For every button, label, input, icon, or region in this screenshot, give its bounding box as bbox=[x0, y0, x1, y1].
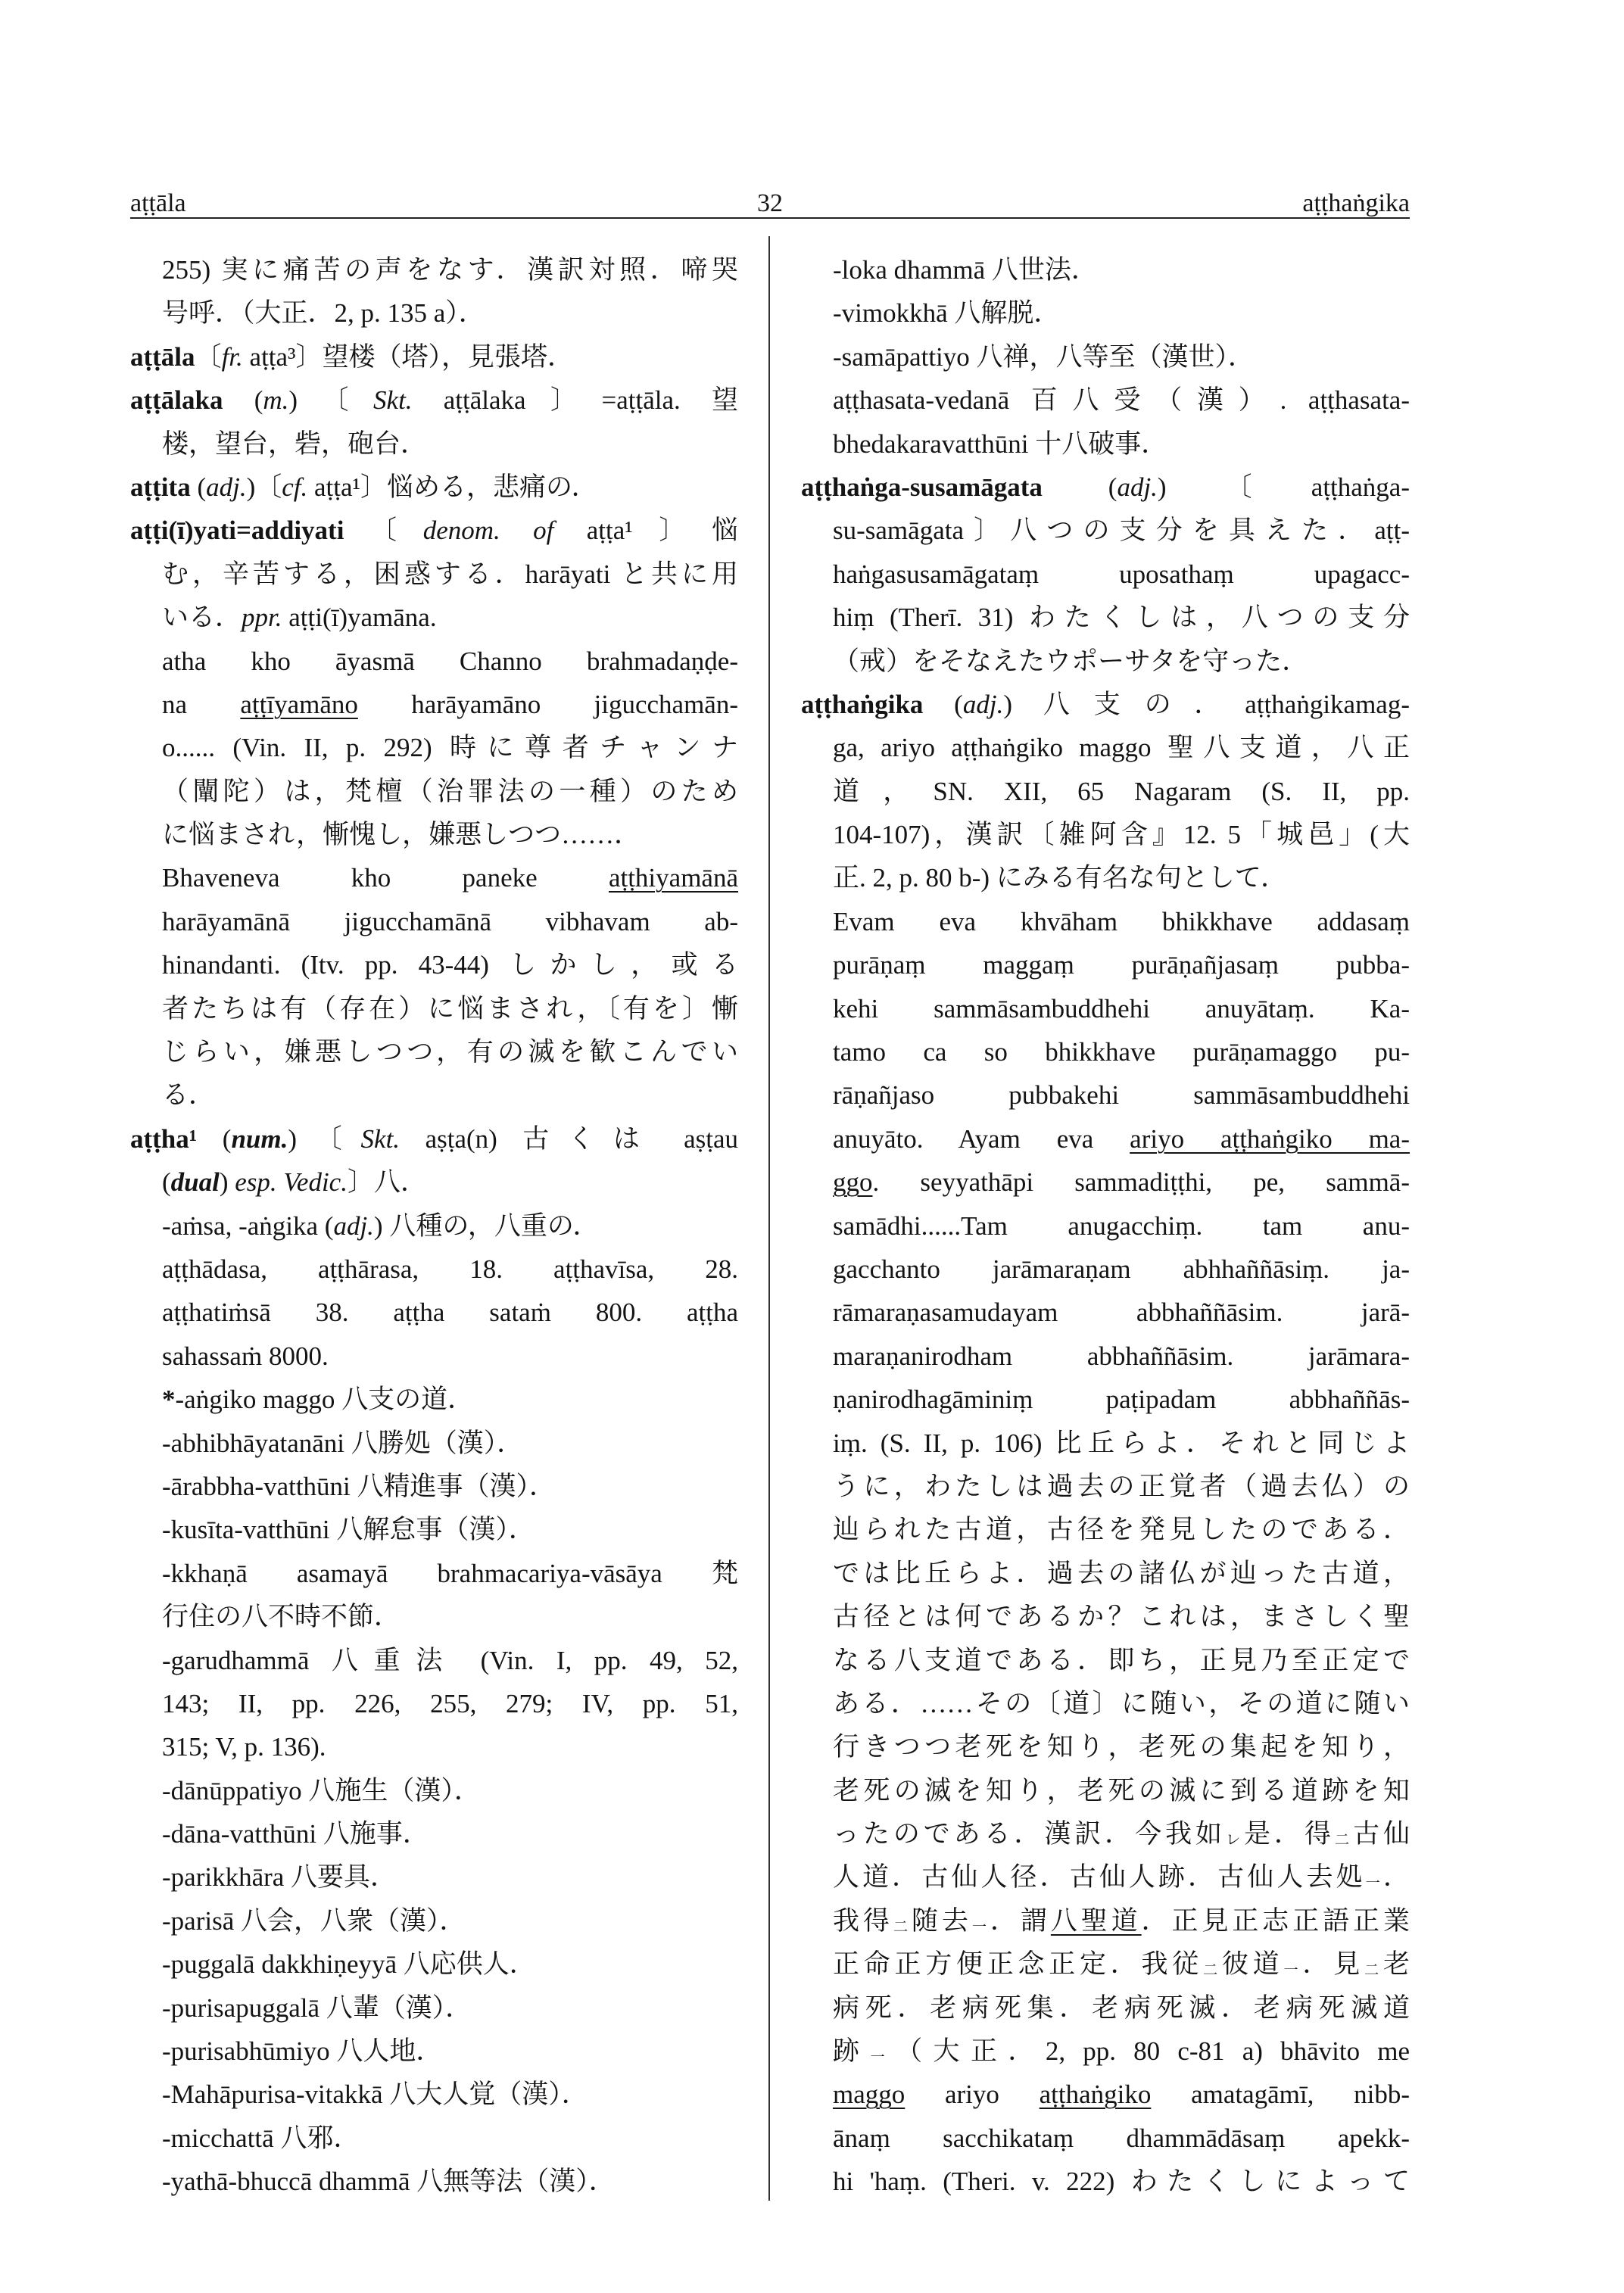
headword: aṭṭhaṅgika bbox=[801, 689, 924, 719]
entry-continuation bbox=[130, 1465, 738, 1508]
entry-continuation bbox=[130, 1899, 738, 1943]
entry-continuation bbox=[801, 379, 1410, 466]
text-run: 〔 bbox=[344, 516, 423, 546]
text-run: ．正見正志正語正業 bbox=[1141, 1905, 1410, 1936]
text-line bbox=[130, 1030, 738, 1073]
text-line bbox=[130, 770, 738, 813]
kaeriten-mark: 一 bbox=[1365, 1875, 1383, 1892]
text-run: )〔 bbox=[288, 385, 374, 416]
headword: aṭṭita bbox=[130, 472, 191, 502]
text-run: ( bbox=[1042, 472, 1117, 502]
text-line bbox=[130, 2073, 738, 2116]
grammar-label: Skt. bbox=[373, 385, 413, 416]
text-run: 随去 bbox=[912, 1905, 972, 1936]
text-line bbox=[130, 1899, 738, 1943]
text-run: ( bbox=[162, 1167, 171, 1198]
entry-continuation bbox=[130, 1422, 738, 1465]
grammar-label: fr. bbox=[221, 341, 243, 372]
text-run: aṭṭa¹〕悩める，悲痛の． bbox=[307, 472, 598, 502]
text-run: ga, ariyo aṭṭhaṅgiko maggo 聖八支道，八正 bbox=[833, 733, 1410, 763]
text-line bbox=[130, 1248, 738, 1291]
text-run: ariyo bbox=[905, 2080, 1040, 2110]
text-run: ( bbox=[223, 385, 263, 416]
entry-continuation bbox=[130, 1943, 738, 1986]
text-run: ． bbox=[1382, 1862, 1410, 1893]
text-run: ．見 bbox=[1302, 1949, 1364, 1980]
text-run: -samāpattiyo 八禅，八等至（漢世）． bbox=[833, 341, 1255, 372]
text-run: aṭṭhasata-vedanā 百八受（漢）. aṭṭhasata- bbox=[833, 385, 1410, 416]
text-line bbox=[130, 1073, 738, 1117]
text-run: samādhi......Tam anugacchiṃ. tam anu- bbox=[833, 1210, 1410, 1241]
text-run: 者たちは有（存在）に悩まされ，〔有を〕慚 bbox=[162, 993, 738, 1023]
underlined-term: ariyo aṭṭhaṅgiko ma- bbox=[1130, 1123, 1410, 1154]
text-line bbox=[130, 1508, 738, 1551]
text-line bbox=[130, 1682, 738, 1725]
underlined-term: aṭṭīyamāno bbox=[240, 689, 358, 719]
underlined-term: ggo bbox=[833, 1167, 873, 1198]
text-run: ) bbox=[219, 1167, 235, 1198]
text-line bbox=[801, 987, 1410, 1030]
text-run: anuyāto. Ayam eva bbox=[833, 1123, 1130, 1154]
text-run: hi 'haṃ. (Theri. v. 222) わたくしによって bbox=[833, 2167, 1410, 2197]
text-line bbox=[801, 553, 1410, 596]
text-run: 老死の滅を知り，老死の滅に到る道跡を知 bbox=[833, 1775, 1410, 1805]
text-run: harāyamāno jigucchamān- bbox=[357, 689, 738, 719]
text-run: )〔 bbox=[246, 472, 282, 502]
entry-continuation bbox=[130, 1552, 738, 1639]
text-line bbox=[801, 1855, 1410, 1899]
text-line bbox=[130, 1855, 738, 1899]
text-run: rāṇañjaso pubbakehi sammāsambuddhehi bbox=[833, 1080, 1410, 1111]
text-line bbox=[801, 1248, 1410, 1291]
text-run: -loka dhammā 八世法． bbox=[833, 255, 1098, 285]
text-run: su-samāgata〕八つの支分を具えた．aṭṭ- bbox=[833, 516, 1410, 546]
text-line bbox=[130, 1335, 738, 1378]
text-line bbox=[801, 509, 1410, 552]
text-line bbox=[801, 813, 1410, 856]
text-line bbox=[801, 1552, 1410, 1595]
text-line bbox=[801, 466, 1410, 509]
text-run: -puggalā dakkhiṇeyyā 八応供人． bbox=[162, 1949, 536, 1980]
text-run: )〔aṭṭhaṅga- bbox=[1157, 472, 1410, 502]
headword: aṭṭālaka bbox=[130, 385, 223, 416]
text-run: ) 八種の，八重の． bbox=[373, 1210, 600, 1241]
grammar-label: adj. bbox=[333, 1210, 374, 1241]
kaeriten-mark: 一 bbox=[971, 1919, 991, 1936]
kaeriten-mark: 二 bbox=[1364, 1962, 1383, 1979]
entry-continuation bbox=[130, 1769, 738, 1812]
entry-continuation bbox=[801, 335, 1410, 379]
text-run: aṭṭa³〕望楼（塔），見張塔． bbox=[242, 341, 575, 372]
entry-continuation bbox=[130, 1986, 738, 2030]
text-line bbox=[801, 1204, 1410, 1248]
text-run: harāyamānā jigucchamānā vibhavam ab- bbox=[162, 906, 738, 936]
text-run: -micchattā 八邪． bbox=[162, 2123, 360, 2153]
text-line bbox=[801, 291, 1410, 335]
text-line bbox=[130, 248, 738, 291]
text-run: 正. 2, p. 80 b-) にみる有名な句として． bbox=[833, 863, 1288, 893]
text-run: ( bbox=[197, 1123, 232, 1154]
entry-continuation bbox=[130, 1508, 738, 1551]
left-column bbox=[130, 248, 738, 2204]
text-run: bhedakaravatthūni 十八破事． bbox=[833, 428, 1168, 459]
text-run: る． bbox=[162, 1080, 216, 1111]
entry-continuation bbox=[130, 1248, 738, 1378]
text-run: sahassaṁ 8000. bbox=[162, 1341, 329, 1371]
text-line bbox=[801, 1508, 1410, 1551]
text-line bbox=[801, 2030, 1410, 2073]
text-run: 古径とは何であるか？これは，まさしく聖 bbox=[833, 1602, 1410, 1632]
text-line bbox=[130, 466, 738, 509]
text-run: 跡 bbox=[833, 2036, 871, 2067]
text-line bbox=[130, 1639, 738, 1682]
entry-continuation bbox=[801, 248, 1410, 291]
text-run: aṭṭālaka〕=aṭṭāla. 望 bbox=[412, 385, 739, 416]
text-run: hiṃ (Therī. 31) わたくしは，八つの支分 bbox=[833, 603, 1410, 633]
text-run: 人道．古仙人径．古仙人跡．古仙人去処 bbox=[833, 1862, 1366, 1893]
text-line bbox=[801, 1422, 1410, 1465]
grammar-label: adj. bbox=[1117, 472, 1158, 502]
text-run: 行住の八不時不節． bbox=[162, 1602, 401, 1632]
text-line bbox=[801, 596, 1410, 639]
text-run: ānaṃ sacchikataṃ dhammādāsaṃ apekk- bbox=[833, 2123, 1410, 2153]
text-run: じらい，嫌悪しつつ，有の滅を歓こんでい bbox=[162, 1037, 738, 1067]
text-run: -kkhaṇā asamayā brahmacariya-vāsāya 梵 bbox=[162, 1558, 738, 1588]
text-line bbox=[130, 813, 738, 856]
text-run: -purisabhūmiyo 八人地． bbox=[162, 2036, 443, 2067]
text-line bbox=[130, 379, 738, 422]
text-run: o...... (Vin. II, p. 292) 時に尊者チャンナ bbox=[162, 733, 738, 763]
grammar-label: Skt. bbox=[360, 1123, 401, 1154]
text-run: 104-107)，漢訳〔雑阿含』12. 5「城邑」(大 bbox=[833, 820, 1410, 850]
text-line bbox=[130, 596, 738, 639]
text-run: 古仙 bbox=[1353, 1819, 1410, 1849]
text-run: iṃ. (S. II, p. 106) 比丘らよ．それと同じよ bbox=[833, 1428, 1410, 1458]
text-line bbox=[130, 987, 738, 1030]
text-run: （戒）をそなえたウポーサタを守った． bbox=[833, 646, 1309, 676]
text-run: 老 bbox=[1382, 1949, 1410, 1980]
kaeriten-mark: 二 bbox=[1334, 1832, 1354, 1849]
text-run: gacchanto jarāmaraṇam abhhaññāsiṃ. ja- bbox=[833, 1254, 1410, 1284]
text-line bbox=[801, 1769, 1410, 1812]
grammar-label: esp. Vedic. bbox=[235, 1167, 348, 1198]
entry-continuation bbox=[130, 2117, 738, 2160]
text-line bbox=[130, 291, 738, 335]
text-line bbox=[130, 1725, 738, 1768]
text-line bbox=[130, 1552, 738, 1595]
dictionary-entry bbox=[130, 335, 738, 379]
text-line bbox=[801, 1725, 1410, 1768]
text-line bbox=[130, 1769, 738, 1812]
text-line bbox=[130, 856, 738, 899]
text-line bbox=[801, 2073, 1410, 2116]
text-line bbox=[801, 640, 1410, 683]
dictionary-entry bbox=[130, 509, 738, 639]
entry-continuation bbox=[130, 1855, 738, 1899]
text-line bbox=[801, 2117, 1410, 2160]
text-line bbox=[801, 726, 1410, 769]
text-run: rāmaraṇasamudayam abbhaññāsim. jarā- bbox=[833, 1298, 1410, 1328]
text-run: -dāna-vatthūni 八施事． bbox=[162, 1819, 429, 1849]
text-run: -Mahāpurisa-vitakkā 八大人覚（漢）． bbox=[162, 2080, 588, 2110]
underlined-term: aṭṭhiyamānā bbox=[608, 863, 738, 893]
entry-continuation bbox=[130, 2030, 738, 2073]
text-run: -kusīta-vatthūni 八解怠事（漢）． bbox=[162, 1515, 535, 1545]
text-run: maraṇanirodham abbhaññāsim. jarāmara- bbox=[833, 1341, 1410, 1371]
text-run: kehi sammāsambuddhehi anuyātaṃ. Ka- bbox=[833, 993, 1410, 1023]
text-run: ) 八支の．aṭṭhaṅgikamag- bbox=[1003, 689, 1410, 719]
text-run: -parisā 八会，八衆（漢）． bbox=[162, 1905, 466, 1936]
entry-continuation bbox=[130, 640, 738, 857]
text-line bbox=[801, 1161, 1410, 1204]
grammar-label: dual bbox=[170, 1167, 220, 1198]
header-rule bbox=[130, 217, 1410, 219]
text-line bbox=[130, 683, 738, 726]
text-run: 143; II, pp. 226, 255, 279; IV, pp. 51, bbox=[162, 1688, 738, 1718]
text-line bbox=[801, 1117, 1410, 1161]
text-run: -aṅgiko maggo 八支の道． bbox=[175, 1385, 475, 1415]
text-run: いる． bbox=[162, 603, 242, 633]
text-run: aṭṭhādasa, aṭṭhārasa, 18. aṭṭhavīsa, 28. bbox=[162, 1254, 738, 1284]
entry-continuation bbox=[130, 1812, 738, 1855]
headword: aṭṭha¹ bbox=[130, 1123, 198, 1154]
kaeriten-mark: 二 bbox=[1202, 1962, 1222, 1979]
text-run: ( bbox=[923, 689, 963, 719]
entry-continuation bbox=[130, 1639, 738, 1769]
text-run: aṭṭi(ī)yamāna. bbox=[282, 603, 437, 633]
text-line bbox=[130, 2030, 738, 2073]
text-line bbox=[801, 2160, 1410, 2203]
entry-continuation bbox=[130, 2160, 738, 2203]
grammar-label: ppr. bbox=[242, 603, 282, 633]
dictionary-entry bbox=[801, 466, 1410, 683]
text-run: ．謂 bbox=[990, 1905, 1051, 1936]
kaeriten-mark: 二 bbox=[893, 1919, 912, 1936]
headword: aṭṭi(ī)yati=addiyati bbox=[130, 516, 344, 546]
text-line bbox=[130, 1986, 738, 2030]
text-run: 病死．老病死集．老病死滅．老病死滅道 bbox=[833, 1992, 1410, 2023]
entry-continuation bbox=[801, 291, 1410, 335]
headword: * bbox=[162, 1385, 176, 1415]
text-line bbox=[130, 1812, 738, 1855]
text-line bbox=[130, 1161, 738, 1204]
text-run: aṭṭhatiṁsā 38. aṭṭha sataṁ 800. aṭṭha bbox=[162, 1298, 738, 1328]
text-run: aṣṭa(n) 古くは aṣṭau bbox=[400, 1123, 739, 1154]
text-run: 255) 実に痛苦の声をなす．漢訳対照．啼哭 bbox=[162, 255, 738, 285]
text-run: tamo ca so bhikkhave purāṇamaggo pu- bbox=[833, 1037, 1410, 1067]
text-run: -garudhammā 八重法 (Vin. I, pp. 49, 52, bbox=[162, 1645, 738, 1675]
text-line bbox=[801, 856, 1410, 899]
text-line bbox=[130, 1378, 738, 1421]
text-run: ある．……その〔道〕に随い，その道に随い bbox=[833, 1688, 1410, 1718]
text-run: . seyyathāpi sammadiṭṭhi, pe, sammā- bbox=[872, 1167, 1410, 1198]
text-line bbox=[801, 379, 1410, 422]
text-run: -abhibhāyatanāni 八勝処（漢）． bbox=[162, 1428, 524, 1458]
text-run: -vimokkhā 八解脱． bbox=[833, 298, 1061, 329]
entry-continuation bbox=[130, 1204, 738, 1248]
text-run: -aṁsa, -aṅgika ( bbox=[162, 1210, 334, 1241]
text-line bbox=[130, 943, 738, 986]
text-run: -ārabbha-vatthūni 八精進事（漢）． bbox=[162, 1471, 556, 1501]
text-run: （大正．2, pp. 80 c-81 a) bhāvito me bbox=[896, 2036, 1410, 2067]
text-line bbox=[130, 2160, 738, 2203]
text-run: aṭṭa¹〕悩 bbox=[553, 516, 738, 546]
text-line bbox=[130, 422, 738, 466]
text-run: -dānūppatiyo 八施生（漢）． bbox=[162, 1775, 481, 1805]
text-run: うに，わたしは過去の正覚者（過去仏）の bbox=[833, 1471, 1410, 1501]
text-run: )〔 bbox=[288, 1123, 361, 1154]
text-line bbox=[801, 422, 1410, 466]
text-run: haṅgasusamāgataṃ uposathaṃ upagacc- bbox=[833, 559, 1410, 589]
text-run: に悩まされ，慚愧し，嫌悪しつつ……． bbox=[162, 820, 641, 850]
text-run: 行きつつ老死を知り，老死の集起を知り， bbox=[833, 1732, 1410, 1762]
text-run: む，辛苦する，困惑する．harāyati と共に用 bbox=[162, 559, 738, 589]
text-line bbox=[801, 1682, 1410, 1725]
entry-continuation bbox=[130, 2073, 738, 2116]
text-run: 315; V, p. 136). bbox=[162, 1732, 326, 1762]
text-run: 我得 bbox=[833, 1905, 893, 1936]
text-run: 道，SN. XII, 65 Nagaram (S. II, pp. bbox=[833, 776, 1410, 806]
text-line bbox=[801, 1943, 1410, 1986]
text-line bbox=[801, 1073, 1410, 1117]
header-right-guideword: aṭṭhaṅgika bbox=[1302, 189, 1410, 217]
text-run: na bbox=[162, 689, 241, 719]
headword: aṭṭāla bbox=[130, 341, 195, 372]
text-line bbox=[801, 1899, 1410, 1943]
column-divider bbox=[768, 236, 770, 2201]
text-line bbox=[130, 1291, 738, 1334]
text-run: ( bbox=[190, 472, 207, 502]
text-line bbox=[130, 1595, 738, 1638]
text-run: -yathā-bhuccā dhammā 八無等法（漢）． bbox=[162, 2167, 616, 2197]
right-column bbox=[801, 248, 1410, 2204]
text-run: 号呼．（大正．2, p. 135 a）． bbox=[162, 298, 485, 329]
dictionary-entry bbox=[130, 1117, 738, 1204]
entry-continuation bbox=[130, 1378, 738, 1421]
text-line bbox=[130, 509, 738, 552]
entry-continuation bbox=[130, 248, 738, 335]
text-run: Bhaveneva kho paneke bbox=[162, 863, 609, 893]
grammar-label: adj. bbox=[206, 472, 247, 502]
entry-continuation bbox=[801, 900, 1410, 2204]
text-line bbox=[801, 248, 1410, 291]
text-run: （闡陀）は，梵檀（治罪法の一種）のため bbox=[162, 776, 738, 806]
text-line bbox=[130, 1422, 738, 1465]
text-line bbox=[801, 1465, 1410, 1508]
text-line bbox=[801, 1030, 1410, 1073]
text-line bbox=[130, 1943, 738, 1986]
text-line bbox=[130, 726, 738, 769]
text-run: 正命正方便正念正定．我従 bbox=[833, 1949, 1203, 1980]
text-run: 彼道 bbox=[1221, 1949, 1284, 1980]
grammar-label: m. bbox=[263, 385, 289, 416]
text-line bbox=[801, 943, 1410, 986]
text-run: -parikkhāra 八要具． bbox=[162, 1862, 397, 1893]
text-run: amatagāmī, nibb- bbox=[1151, 2080, 1410, 2110]
text-run: 〔 bbox=[195, 341, 222, 372]
dictionary-entry bbox=[801, 683, 1410, 900]
grammar-label: adj. bbox=[962, 689, 1004, 719]
text-run: ṇanirodhagāminiṃ paṭipadam abbhaññās- bbox=[833, 1385, 1410, 1415]
text-line bbox=[130, 2117, 738, 2160]
text-line bbox=[801, 1378, 1410, 1421]
text-line bbox=[801, 900, 1410, 943]
text-run: -purisapuggalā 八輩（漢）． bbox=[162, 1992, 472, 2023]
kaeriten-mark: 一 bbox=[1283, 1962, 1303, 1979]
text-line bbox=[130, 1465, 738, 1508]
text-line bbox=[130, 640, 738, 683]
text-line bbox=[801, 1986, 1410, 2030]
text-line bbox=[801, 1595, 1410, 1638]
header-left-guideword: aṭṭāla bbox=[130, 189, 186, 217]
text-line bbox=[801, 683, 1410, 726]
headword: aṭṭhaṅga-susamāgata bbox=[801, 472, 1043, 502]
text-run: 是．得 bbox=[1244, 1819, 1335, 1849]
text-run: なる八支道である．即ち，正見乃至正定で bbox=[833, 1645, 1410, 1675]
dictionary-entry bbox=[130, 379, 738, 466]
kaeriten-mark: レ bbox=[1225, 1832, 1245, 1849]
kaeriten-mark: 一 bbox=[870, 2049, 896, 2066]
underlined-term: maggo bbox=[833, 2080, 906, 2110]
text-run: では比丘らよ．過去の諸仏が辿った古道， bbox=[833, 1558, 1410, 1588]
entry-continuation bbox=[130, 856, 738, 1117]
text-line bbox=[801, 1812, 1410, 1855]
underlined-term: aṭṭhaṅgiko bbox=[1039, 2080, 1152, 2110]
text-line bbox=[130, 1204, 738, 1248]
grammar-label: num. bbox=[231, 1123, 288, 1154]
grammar-label: cf. bbox=[282, 472, 308, 502]
text-run: 楼，望台，砦，砲台． bbox=[162, 428, 428, 459]
text-line bbox=[801, 770, 1410, 813]
text-line bbox=[801, 335, 1410, 379]
text-run: 辿られた古道，古径を発見したのである． bbox=[833, 1515, 1410, 1545]
text-run: 〕八． bbox=[347, 1167, 427, 1198]
text-run: purāṇaṃ maggaṃ purāṇañjasaṃ pubba- bbox=[833, 950, 1410, 980]
text-line bbox=[801, 1291, 1410, 1334]
text-line bbox=[801, 1639, 1410, 1682]
text-run: Evam eva khvāham bhikkhave addasaṃ bbox=[833, 906, 1410, 936]
grammar-label: denom. of bbox=[422, 516, 554, 546]
text-run: hinandanti. (Itv. pp. 43-44) しかし，或る bbox=[162, 950, 738, 980]
text-line bbox=[801, 1335, 1410, 1378]
text-line bbox=[130, 900, 738, 943]
text-line bbox=[130, 553, 738, 596]
page-number: 32 bbox=[757, 189, 783, 217]
text-run: ったのである．漢訳．今我如 bbox=[833, 1819, 1226, 1849]
text-line bbox=[130, 1117, 738, 1161]
text-run: atha kho āyasmā Channo brahmadaṇḍe- bbox=[162, 646, 738, 676]
dictionary-entry bbox=[130, 466, 738, 509]
underlined-term: 八聖道 bbox=[1050, 1905, 1142, 1936]
text-line bbox=[130, 335, 738, 379]
